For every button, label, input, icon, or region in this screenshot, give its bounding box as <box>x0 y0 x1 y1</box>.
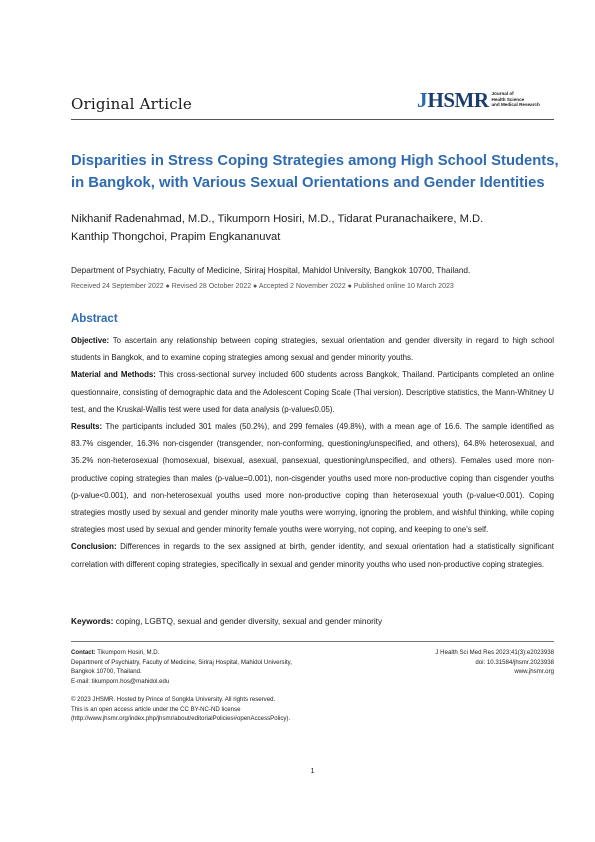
website-line: www.jhsmr.org <box>514 668 554 676</box>
abstract-conclusion <box>71 538 554 572</box>
logo-sub-line: Journal of <box>491 91 514 96</box>
conclusion-label: Conclusion: <box>71 542 117 552</box>
keywords-label: Keywords: <box>71 616 114 626</box>
keywords <box>71 616 554 626</box>
objective-label: Objective: <box>71 336 110 345</box>
logo-sub-line: and Medical Research <box>491 102 540 108</box>
affiliation: Department of Psychiatry, Faculty of Medicine, Siriraj Hospital, Mahidol University, Bangkok 10700, Thailand. <box>71 265 471 275</box>
journal-logo <box>417 90 540 111</box>
doi-line: doi: 10.31584/jhsmr.2023938 <box>475 658 554 666</box>
contact-label: Contact: <box>71 649 96 656</box>
contact-info <box>71 648 371 686</box>
logo-sub-line: Health Science <box>491 96 525 102</box>
publication-dates: Received 24 September 2022 ● Revised 28 October 2022 ● Accepted 2 November 2022 ● Published online 10 March 2023 <box>71 283 454 290</box>
author-list <box>71 211 551 246</box>
abstract-body <box>71 332 554 573</box>
copyright-line: © 2023 JHSMR. Hosted by Prince of Songkla University. All rights reserved. <box>71 696 276 703</box>
keywords-text: coping, LGBTQ, sexual and gender diversity, sexual and gender minority <box>113 616 383 626</box>
license-url: (http://www.jhsmr.org/index.php/jhsmr/about/editorialPolicies#openAccessPolicy). <box>71 715 291 723</box>
objective-text: To ascertain any relationship between coping strategies, sexual orientation and gender diversity in regard to high school students in Bangkok, and to examine coping strategies among sexual and gender minority youths. <box>71 336 554 363</box>
contact-name: Tikumporn Hosiri, M.D. <box>95 649 160 656</box>
abstract-heading: Abstract <box>71 313 118 325</box>
authors-line: Kanthip Thongchoi, Prapim Engkananuvat <box>71 230 281 243</box>
journal-citation <box>360 648 554 677</box>
contact-email: E-mail: tikumporn.hos@mahidol.edu <box>71 677 170 685</box>
abstract-results <box>71 418 554 538</box>
page-number: 1 <box>310 766 315 775</box>
copyright-notice <box>71 695 391 724</box>
footer-divider <box>71 641 554 642</box>
logo-letters: HSMR <box>427 88 489 112</box>
methods-label: Material and Methods: <box>71 370 156 380</box>
license-line: This is an open access article under the CC BY-NC-ND license <box>71 705 241 713</box>
methods-text: This cross-sectional survey included 600 students across Bangkok, Thailand. Participants completed an online questionnaire, consisting of demographic data and the Adolescent Coping Scale (Thai version). Descriptive statistics, the Mann-Whitney U test, and the Kruskal-Wallis test were used for data analysis (p-value≤0.05). <box>71 370 554 414</box>
abstract-methods <box>71 366 554 418</box>
logo-letter-j: J <box>417 88 428 112</box>
logo-subtitle <box>492 91 540 108</box>
contact-line <box>71 648 371 658</box>
section-label: Original Article <box>71 95 192 113</box>
header-divider <box>71 119 554 120</box>
contact-line: Bangkok 10700, Thailand. <box>71 668 142 676</box>
abstract-objective <box>71 332 554 366</box>
conclusion-text: Differences in regards to the sex assigned at birth, gender identity, and sexual orientation had a statistically significant correlation with different coping strategies, specifically in sexual and gender minority youths who used non-productive coping strategies. <box>71 542 554 569</box>
citation-line: J Health Sci Med Res 2023;41(3):e2023938 <box>435 649 554 656</box>
results-text: The participants included 301 males (50.2%), and 299 females (49.8%), with a mean age of 16.6. The sample identified as 83.7% cisgender, 16.3% non-cisgender (transgender, non-conforming, questioning/unspecified, and others), 64.8% heterosexual, and 35.2% non-heterosexual (homosexual, bisexual, asexual, pansexual, questioning/unspecified, and others). Females used more non-productive coping strategies than males (p-value=0.001), non-cisgender youths used more non-productive coping than cisgender youths (p-value<0.001), and non-heterosexual youths used more non-productive coping than heterosexual youth (p-value<0.001). Coping strategies mostly used by sexual and gender minority male youths were worrying, ignoring the problem, and wishful thinking, while coping strategies most used by sexual and gender minority female youths were worrying, not coping, and keeping to one's self. <box>71 422 554 535</box>
contact-line: Department of Psychiatry, Faculty of Medicine, Siriraj Hospital, Mahidol University, <box>71 658 292 666</box>
authors-line: Nikhanif Radenahmad, M.D., Tikumporn Hosiri, M.D., Tidarat Puranachaikere, M.D. <box>71 213 484 225</box>
results-label: Results: <box>71 422 103 432</box>
article-title: Disparities in Stress Coping Strategies among High School Students, in Bangkok, with Various Sexual Orientations and Gender Identities <box>71 153 559 191</box>
